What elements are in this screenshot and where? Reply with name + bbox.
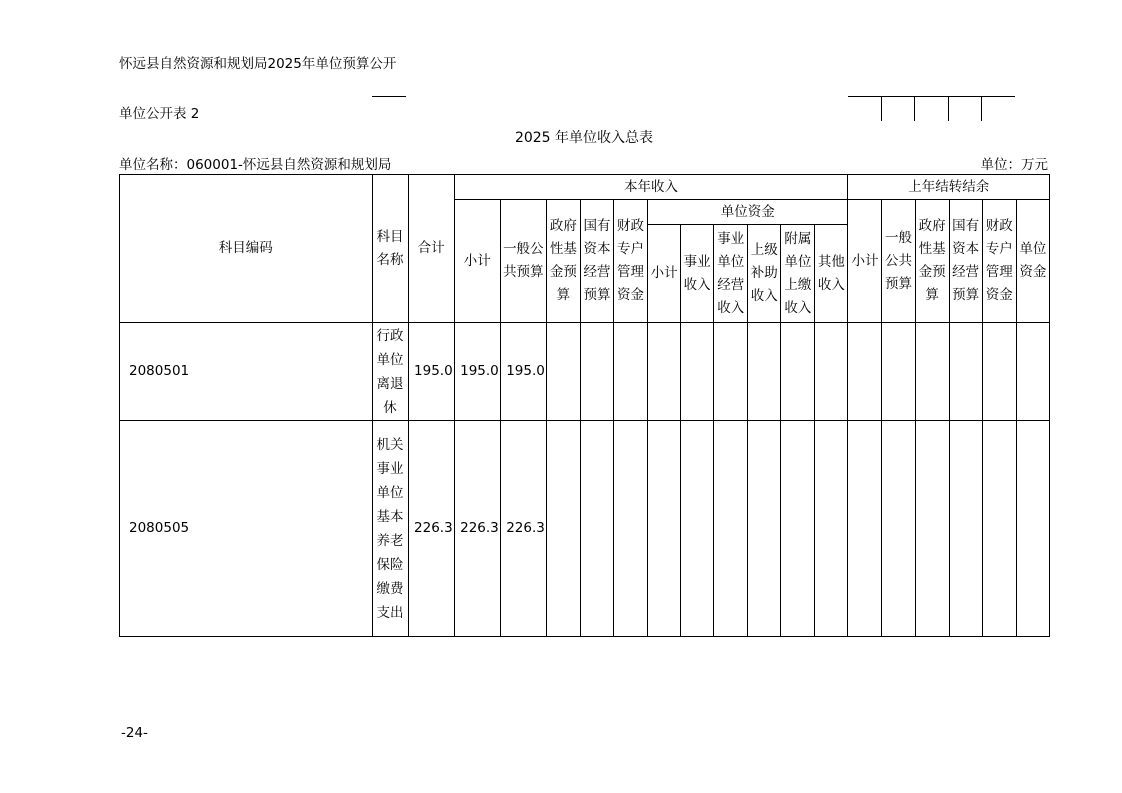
empty-cell [848, 421, 882, 637]
empty-cell [714, 421, 748, 637]
row-total: 226.3 [408, 421, 454, 637]
header-py-unit-funds: 单位资金 [1016, 200, 1049, 323]
row-general-public: 226.3 [500, 421, 546, 637]
header-tick [948, 96, 949, 121]
header-uf-operating: 事业单位经营收入 [714, 225, 748, 323]
header-code: 科目编码 [120, 175, 373, 323]
empty-cell [982, 323, 1016, 421]
row-subtotal: 226.3 [454, 421, 500, 637]
empty-cell [982, 421, 1016, 637]
empty-cell [648, 323, 681, 421]
header-total: 合计 [408, 175, 454, 323]
empty-cell [714, 323, 748, 421]
header-current-year: 本年收入 [454, 175, 848, 200]
empty-cell [546, 323, 580, 421]
header-py-gov-fund: 政府性基金预算 [915, 200, 949, 323]
header-gov-fund: 政府性基金预算 [546, 200, 580, 323]
header-uf-other: 其他收入 [815, 225, 848, 323]
header-py-state-capital: 国有资本经营预算 [949, 200, 982, 323]
table-row [120, 421, 1050, 637]
empty-cell [580, 323, 613, 421]
row-general-public: 195.0 [500, 323, 546, 421]
empty-cell [882, 421, 915, 637]
header-general-public: 一般公共预算 [500, 200, 546, 323]
empty-cell [546, 421, 580, 637]
header-uf-subtotal: 小计 [648, 225, 681, 323]
table-title: 2025 年单位收入总表 [514, 130, 654, 146]
header-py-fiscal-special: 财政专户管理资金 [982, 200, 1016, 323]
header-py-subtotal: 小计 [848, 200, 882, 323]
header-uf-affiliated: 附属单位上缴收入 [781, 225, 815, 323]
empty-cell [648, 421, 681, 637]
empty-cell [1016, 323, 1049, 421]
header-rule-right [848, 96, 1015, 97]
empty-cell [781, 323, 815, 421]
row-code: 2080505 [120, 421, 373, 637]
empty-cell [915, 323, 949, 421]
row-name: 机关事业单位基本养老保险缴费支出 [372, 421, 408, 637]
empty-cell [949, 323, 982, 421]
header-rule-left [372, 96, 406, 97]
document-header: 怀远县自然资源和规划局2025年单位预算公开 [119, 56, 397, 72]
empty-cell [613, 421, 647, 637]
unit-name: 单位名称：060001-怀远县自然资源和规划局 [119, 157, 392, 173]
empty-cell [1016, 421, 1049, 637]
header-tick [881, 96, 882, 121]
header-prior-year: 上年结转结余 [848, 175, 1050, 200]
header-uf-subsidy: 上级补助收入 [748, 225, 781, 323]
header-unit-funds: 单位资金 [648, 200, 848, 225]
empty-cell [748, 421, 781, 637]
empty-cell [915, 421, 949, 637]
row-name: 行政单位离退休 [372, 323, 408, 421]
empty-cell [882, 323, 915, 421]
empty-cell [613, 323, 647, 421]
header-subtotal: 小计 [454, 200, 500, 323]
income-summary-table [119, 174, 1050, 637]
header-fiscal-special: 财政专户管理资金 [613, 200, 647, 323]
row-subtotal: 195.0 [454, 323, 500, 421]
empty-cell [949, 421, 982, 637]
header-uf-business: 事业收入 [681, 225, 714, 323]
table-row [120, 323, 1050, 421]
empty-cell [681, 421, 714, 637]
empty-cell [748, 323, 781, 421]
empty-cell [815, 421, 848, 637]
header-state-capital: 国有资本经营预算 [580, 200, 613, 323]
empty-cell [681, 323, 714, 421]
empty-cell [848, 323, 882, 421]
unit-label: 单位：万元 [980, 157, 1048, 173]
empty-cell [580, 421, 613, 637]
row-code: 2080501 [120, 323, 373, 421]
empty-cell [781, 421, 815, 637]
header-tick [914, 96, 915, 121]
row-total: 195.0 [408, 323, 454, 421]
empty-cell [815, 323, 848, 421]
header-name: 科目名称 [372, 175, 408, 323]
header-py-general: 一般公共预算 [882, 200, 915, 323]
page-number: -24- [121, 725, 148, 741]
header-tick [981, 96, 982, 121]
table-number: 单位公开表 2 [119, 106, 200, 122]
